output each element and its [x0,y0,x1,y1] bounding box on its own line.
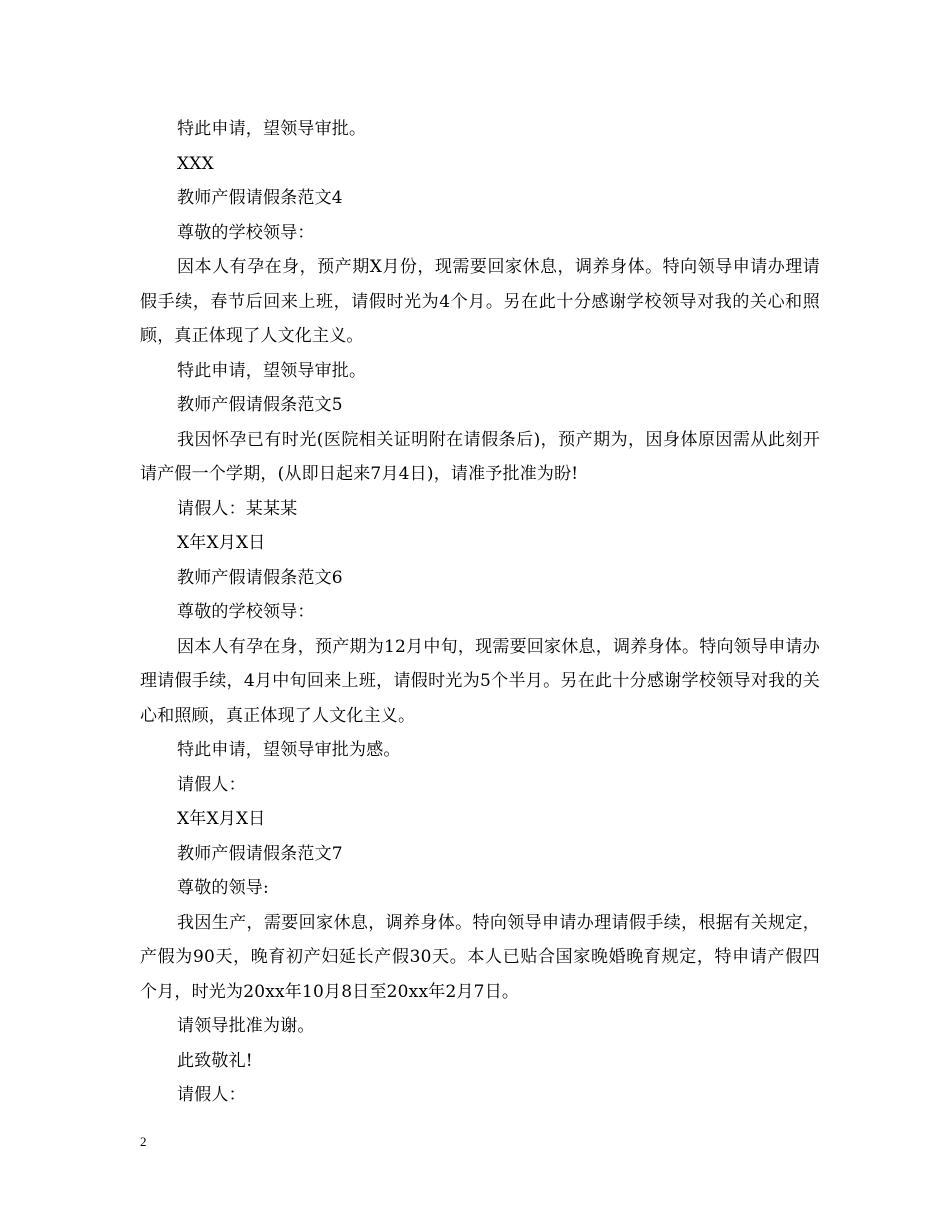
salutation: 尊敬的学校领导： [177,602,315,622]
signature-line: 请假人：某某某 [177,498,298,519]
body-paragraph: 我因生产，需要回家休息，调养身体。特向领导申请办理请假手续，根据有关规定，产假为90天，晚育初产妇延长产假30天。本人已贴合国家晚婚晚育规定，特申请产假四个月，时光为20xx年10月8日至20xx年2月7日。 [140,912,820,1002]
text-line: 特此申请，望领导审批。 [177,360,367,381]
text-line: 请领导批准为谢。 [177,1016,315,1036]
closing-line: 此致敬礼! [177,1050,253,1071]
text-line: 特此申请，望领导审批。 [177,119,367,139]
section-title: 教师产假请假条范文7 [177,843,343,864]
section-title: 教师产假请假条范文5 [177,395,343,415]
salutation: 尊敬的领导: [177,878,269,898]
section-title: 教师产假请假条范文4 [177,188,343,208]
text-line: 特此申请，望领导审批为感。 [177,740,401,760]
salutation: 尊敬的学校领导： [177,222,315,243]
body-paragraph: 因本人有孕在身，预产期X月份，现需要回家休息，调养身体。特向领导申请办理请假手续，春节后回来上班，请假时光为4个月。另在此十分感谢学校领导对我的关心和照顾，真正体现了人文化主义。 [140,257,820,346]
date-line: X年X月X日 [177,809,266,829]
signature-line: 请假人： [177,1085,246,1105]
document-body [140,112,820,1113]
date-line: X年X月X日 [177,533,266,553]
section-title: 教师产假请假条范文6 [177,567,343,588]
signature-line: 请假人： [177,774,246,795]
body-paragraph: 因本人有孕在身，预产期为12月中旬，现需要回家休息，调养身体。特向领导申请办理请假手续，4月中旬回来上班，请假时光为5个半月。另在此十分感谢学校领导对我的关心和照顾，真正体现了人文化主义。 [140,636,820,726]
page-number: 2 [140,1134,147,1149]
signature-placeholder: XXX [177,153,214,174]
body-paragraph: 我因怀孕已有时光(医院相关证明附在请假条后)，预产期为，因身体原因需从此刻开请产假一个学期，(从即日起来7月4日)，请准予批准为盼! [140,429,820,484]
